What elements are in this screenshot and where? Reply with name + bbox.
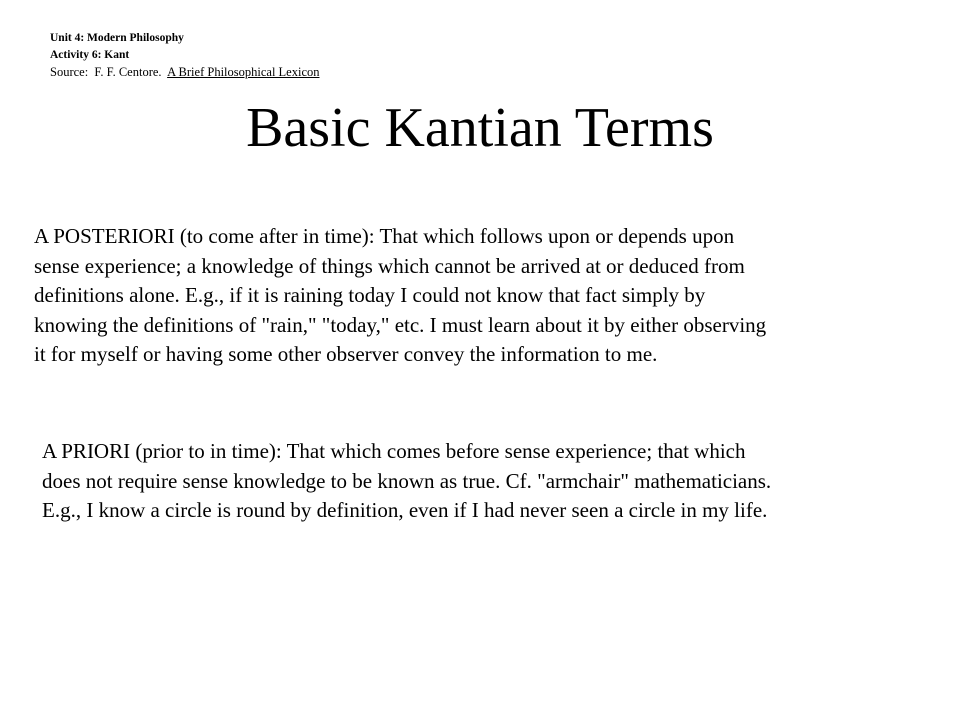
definition-line: E.g., I know a circle is round by definition, even if I had never seen a circle in my life.	[42, 498, 768, 522]
page-title: Basic Kantian Terms	[246, 97, 714, 159]
source-prefix: Source: F. F. Centore.	[50, 65, 168, 79]
activity-label: Activity 6: Kant	[50, 49, 130, 61]
definition-line: definitions alone. E.g., if it is raining today I could not know that fact simply by	[34, 283, 706, 307]
unit-label: Unit 4: Modern Philosophy	[50, 32, 184, 44]
definition-line: A PRIORI (prior to in time): That which comes before sense experience; that which	[42, 439, 746, 463]
source-citation	[50, 64, 320, 81]
source-title: A Brief Philosophical Lexicon	[167, 65, 320, 79]
slide-header	[50, 30, 320, 81]
definition-line: it for myself or having some other observer convey the information to me.	[34, 342, 658, 366]
definition-a-priori	[42, 437, 902, 526]
definition-line: sense experience; a knowledge of things which cannot be arrived at or deduced from	[34, 253, 745, 278]
definition-a-posteriori	[34, 222, 894, 370]
definition-line: does not require sense knowledge to be known as true. Cf. "armchair" mathematicians.	[42, 468, 772, 493]
definition-line: A POSTERIORI (to come after in time): That which follows upon or depends upon	[34, 224, 735, 248]
definition-line: knowing the definitions of "rain," "today," etc. I must learn about it by either observing	[34, 312, 767, 337]
